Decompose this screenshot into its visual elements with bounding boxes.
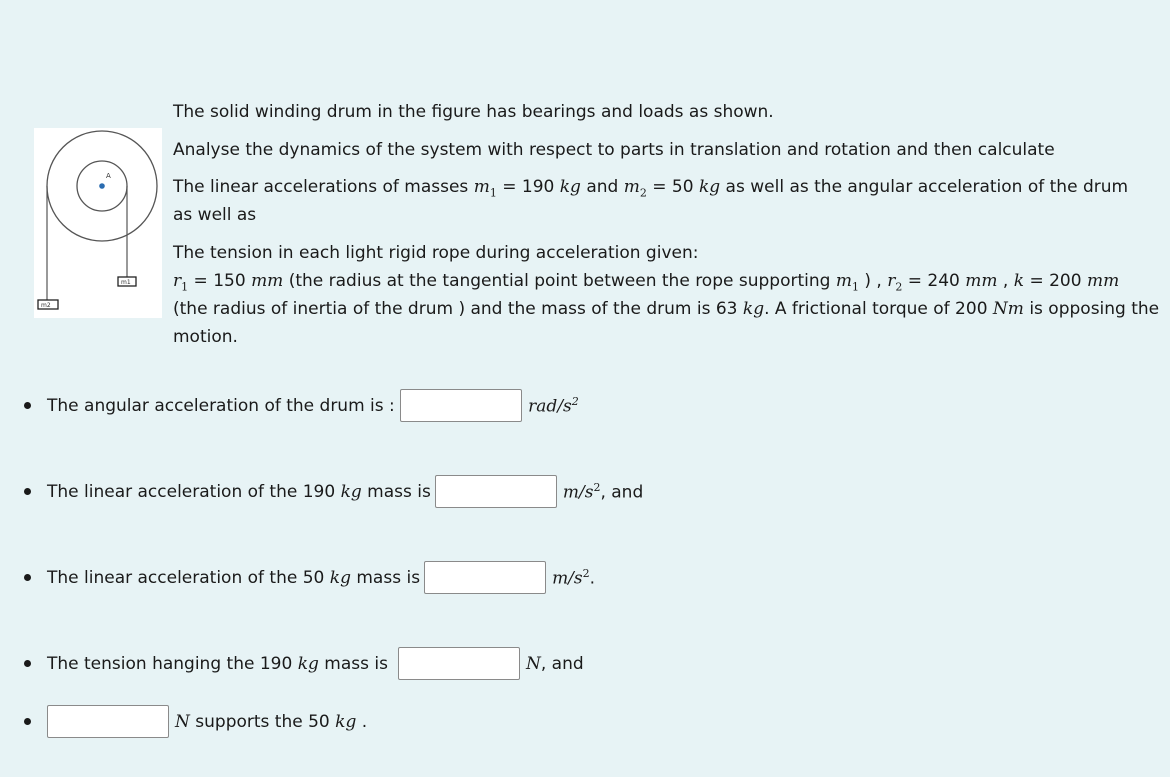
problem-line-2: Analyse the dynamics of the system with respect to parts in translation and rotation and then calculate (173, 140, 1055, 160)
question-tension-50kg (24, 705, 367, 738)
angular-acceleration-input[interactable] (400, 389, 522, 422)
drum-diagram (34, 128, 162, 318)
problem-line-7: motion. (173, 327, 238, 347)
question-tension-190kg: The tension hanging the 190 kg mass is N, and (24, 647, 584, 680)
problem-line-3: The linear accelerations of masses $m_1 = 190$ kg and $m_2 = 50$ kg as well as the angular acceleration of the drum (173, 177, 1129, 200)
question-acceleration-190kg: The linear acceleration of the 190 kg mass is $m/s^2$, and (24, 475, 643, 508)
unit-newton-support: N supports the 50 kg . (175, 711, 368, 732)
point-label: A (106, 172, 111, 180)
problem-line-1: The solid winding drum in the figure has bearings and loads as shown. (173, 102, 774, 122)
unit-m-s2: $m/s^2$. (552, 566, 596, 589)
tension-50kg-input[interactable] (47, 705, 169, 738)
acceleration-50kg-input[interactable] (424, 561, 546, 594)
question-angular-acceleration: The angular acceleration of the drum is : rad/$s^2$ (24, 389, 579, 422)
acceleration-190kg-input[interactable] (435, 475, 557, 508)
question-acceleration-50kg: The linear acceleration of the 50 kg mass is $m/s^2$. (24, 561, 595, 594)
mass-m2-label: m2 (41, 302, 51, 309)
unit-newton: N, and (525, 653, 584, 674)
problem-line-6: (the radius of inertia of the drum ) and the mass of the drum is 63 kg. A frictional torque of 200 Nm is opposing the (173, 299, 1160, 319)
bullet (24, 718, 31, 725)
bullet (24, 488, 31, 495)
drum-figure (34, 128, 162, 318)
bullet (24, 660, 31, 667)
axle-point (99, 183, 105, 189)
problem-line-4: The tension in each light rigid rope during acceleration given: (173, 243, 699, 263)
tension-190kg-input[interactable] (398, 647, 520, 680)
mass-m1-label: m1 (121, 279, 131, 286)
bullet (24, 574, 31, 581)
bullet (24, 402, 31, 409)
problem-line-3b: as well as (173, 205, 257, 225)
unit-rad-s2: rad/$s^2$ (528, 394, 579, 417)
problem-line-5: $r_1 = 150$ mm (the radius at the tangential point between the rope supporting $m_1$ ) , $r_2 = 240$ mm , k = 200 mm (173, 271, 1120, 294)
unit-m-s2: $m/s^2$, and (562, 480, 644, 503)
